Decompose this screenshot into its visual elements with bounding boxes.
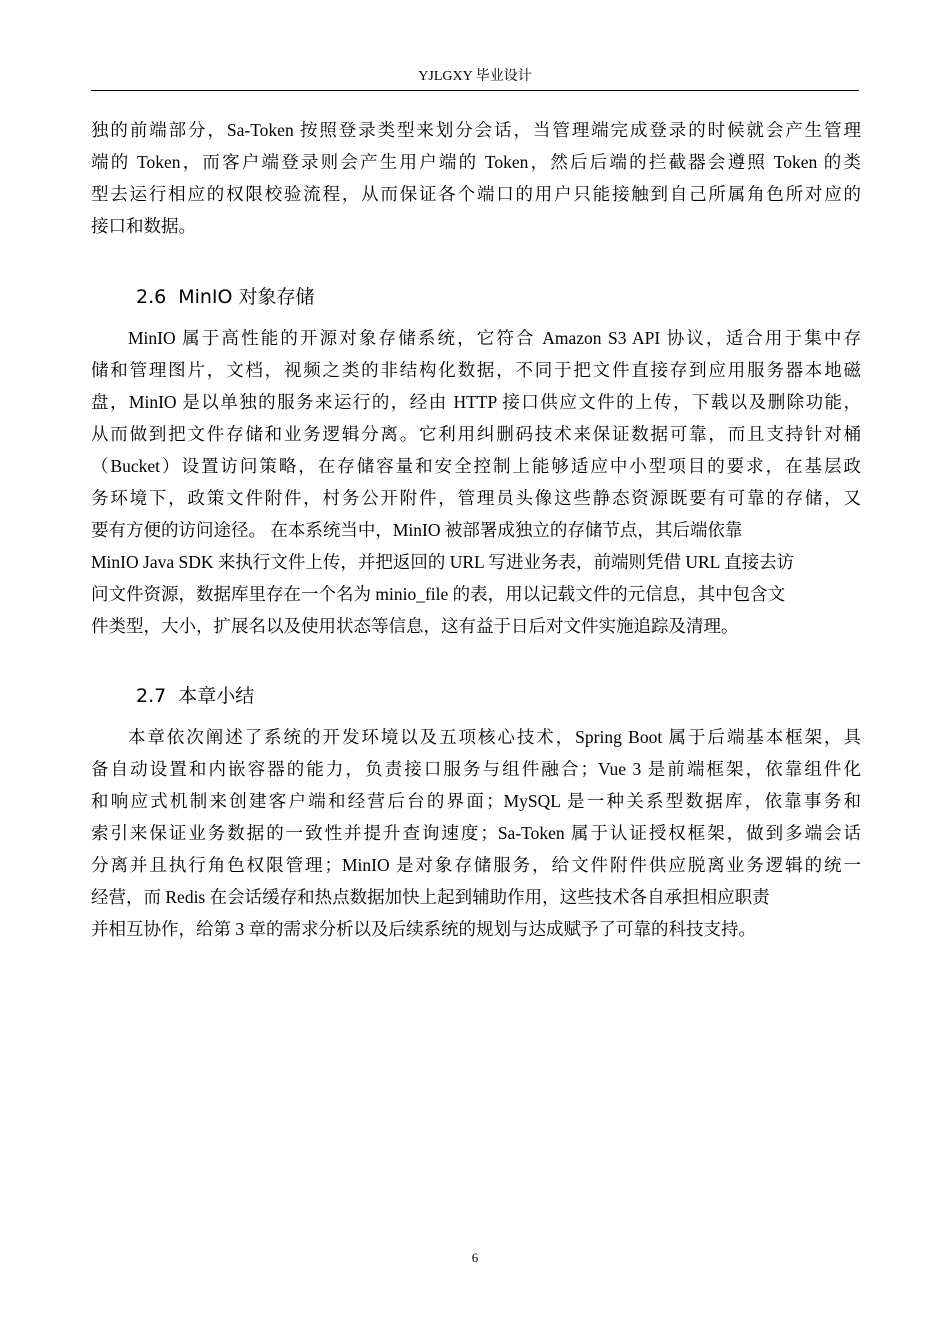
section-number: 2.6 bbox=[136, 286, 167, 308]
paragraph-line: 并相互协作，给第 3 章的需求分析以及后续系统的规划与达成赋予了可靠的科技支持。 bbox=[91, 919, 756, 939]
paragraph-line: 型去运行相应的权限校验流程，从而保证各个端口的用户只能接触到自己所属角色所对应的 bbox=[91, 184, 861, 204]
paragraph-line: 接口和数据。 bbox=[91, 216, 196, 236]
paragraph-line: 盘，MinIO 是以单独的服务来运行的，经由 HTTP 接口供应文件的上传，下载以及删除功能， bbox=[91, 392, 861, 412]
paragraph-line: 索引来保证业务数据的一致性并提升查询速度；Sa-Token 属于认证授权框架，做到多端会话 bbox=[91, 823, 861, 843]
paragraph-line: 经营，而 Redis 在会话缓存和热点数据加快上起到辅助作用，这些技术各自承担相应职责 bbox=[91, 887, 770, 907]
paragraph-line: 分离并且执行角色权限管理；MinIO 是对象存储服务，给文件附件供应脱离业务逻辑的统一 bbox=[91, 855, 861, 875]
section-number: 2.7 bbox=[136, 685, 167, 707]
paragraph-line: 件类型，大小，扩展名以及使用状态等信息，这有益于日后对文件实施追踪及清理。 bbox=[91, 616, 739, 636]
paragraph-line: MinIO Java SDK 来执行文件上传，并把返回的 URL 写进业务表，前端则凭借 URL 直接去访 bbox=[91, 552, 795, 572]
section-title: MinIO 对象存储 bbox=[178, 286, 315, 308]
paragraph-line: 本章依次阐述了系统的开发环境以及五项核心技术，Spring Boot 属于后端基本框架，具 bbox=[128, 727, 861, 747]
paragraph-line: 储和管理图片，文档，视频之类的非结构化数据，不同于把文件直接存到应用服务器本地磁 bbox=[91, 360, 861, 380]
intro-paragraph bbox=[91, 114, 861, 242]
paragraph-line: 和响应式机制来创建客户端和经营后台的界面；MySQL 是一种关系型数据库，依靠事务和 bbox=[91, 791, 861, 811]
section-2-7-paragraph bbox=[91, 721, 861, 945]
section-heading-2-7 bbox=[136, 683, 254, 709]
section-2-6-paragraph bbox=[91, 322, 861, 642]
paragraph-line: 要有方便的访问途径。 在本系统当中，MinIO 被部署成独立的存储节点，其后端依靠 bbox=[91, 520, 743, 540]
page-header: YJLGXY 毕业设计 bbox=[91, 68, 859, 91]
paragraph-line: （Bucket）设置访问策略，在存储容量和安全控制上能够适应中小型项目的要求，在基层政 bbox=[91, 456, 861, 476]
page-number: 6 bbox=[471, 1250, 479, 1265]
paragraph-line: MinIO 属于高性能的开源对象存储系统，它符合 Amazon S3 API 协议，适合用于集中存 bbox=[128, 328, 861, 348]
paragraph-line: 问文件资源，数据库里存在一个名为 minio_file 的表，用以记载文件的元信息，其中包含文 bbox=[91, 584, 786, 604]
paragraph-line: 备自动设置和内嵌容器的能力，负责接口服务与组件融合；Vue 3 是前端框架，依靠组件化 bbox=[91, 759, 861, 779]
paragraph-line: 独的前端部分，Sa-Token 按照登录类型来划分会话，当管理端完成登录的时候就会产生管理 bbox=[91, 120, 861, 140]
section-heading-2-6 bbox=[136, 284, 315, 310]
paragraph-line: 端的 Token，而客户端登录则会产生用户端的 Token，然后后端的拦截器会遵照 Token 的类 bbox=[91, 152, 861, 172]
paragraph-line: 务环境下，政策文件附件，村务公开附件，管理员头像这些静态资源既要有可靠的存储，又 bbox=[91, 488, 861, 508]
paragraph-line: 从而做到把文件存储和业务逻辑分离。它利用纠删码技术来保证数据可靠，而且支持针对桶 bbox=[91, 424, 861, 444]
section-title: 本章小结 bbox=[178, 685, 255, 707]
